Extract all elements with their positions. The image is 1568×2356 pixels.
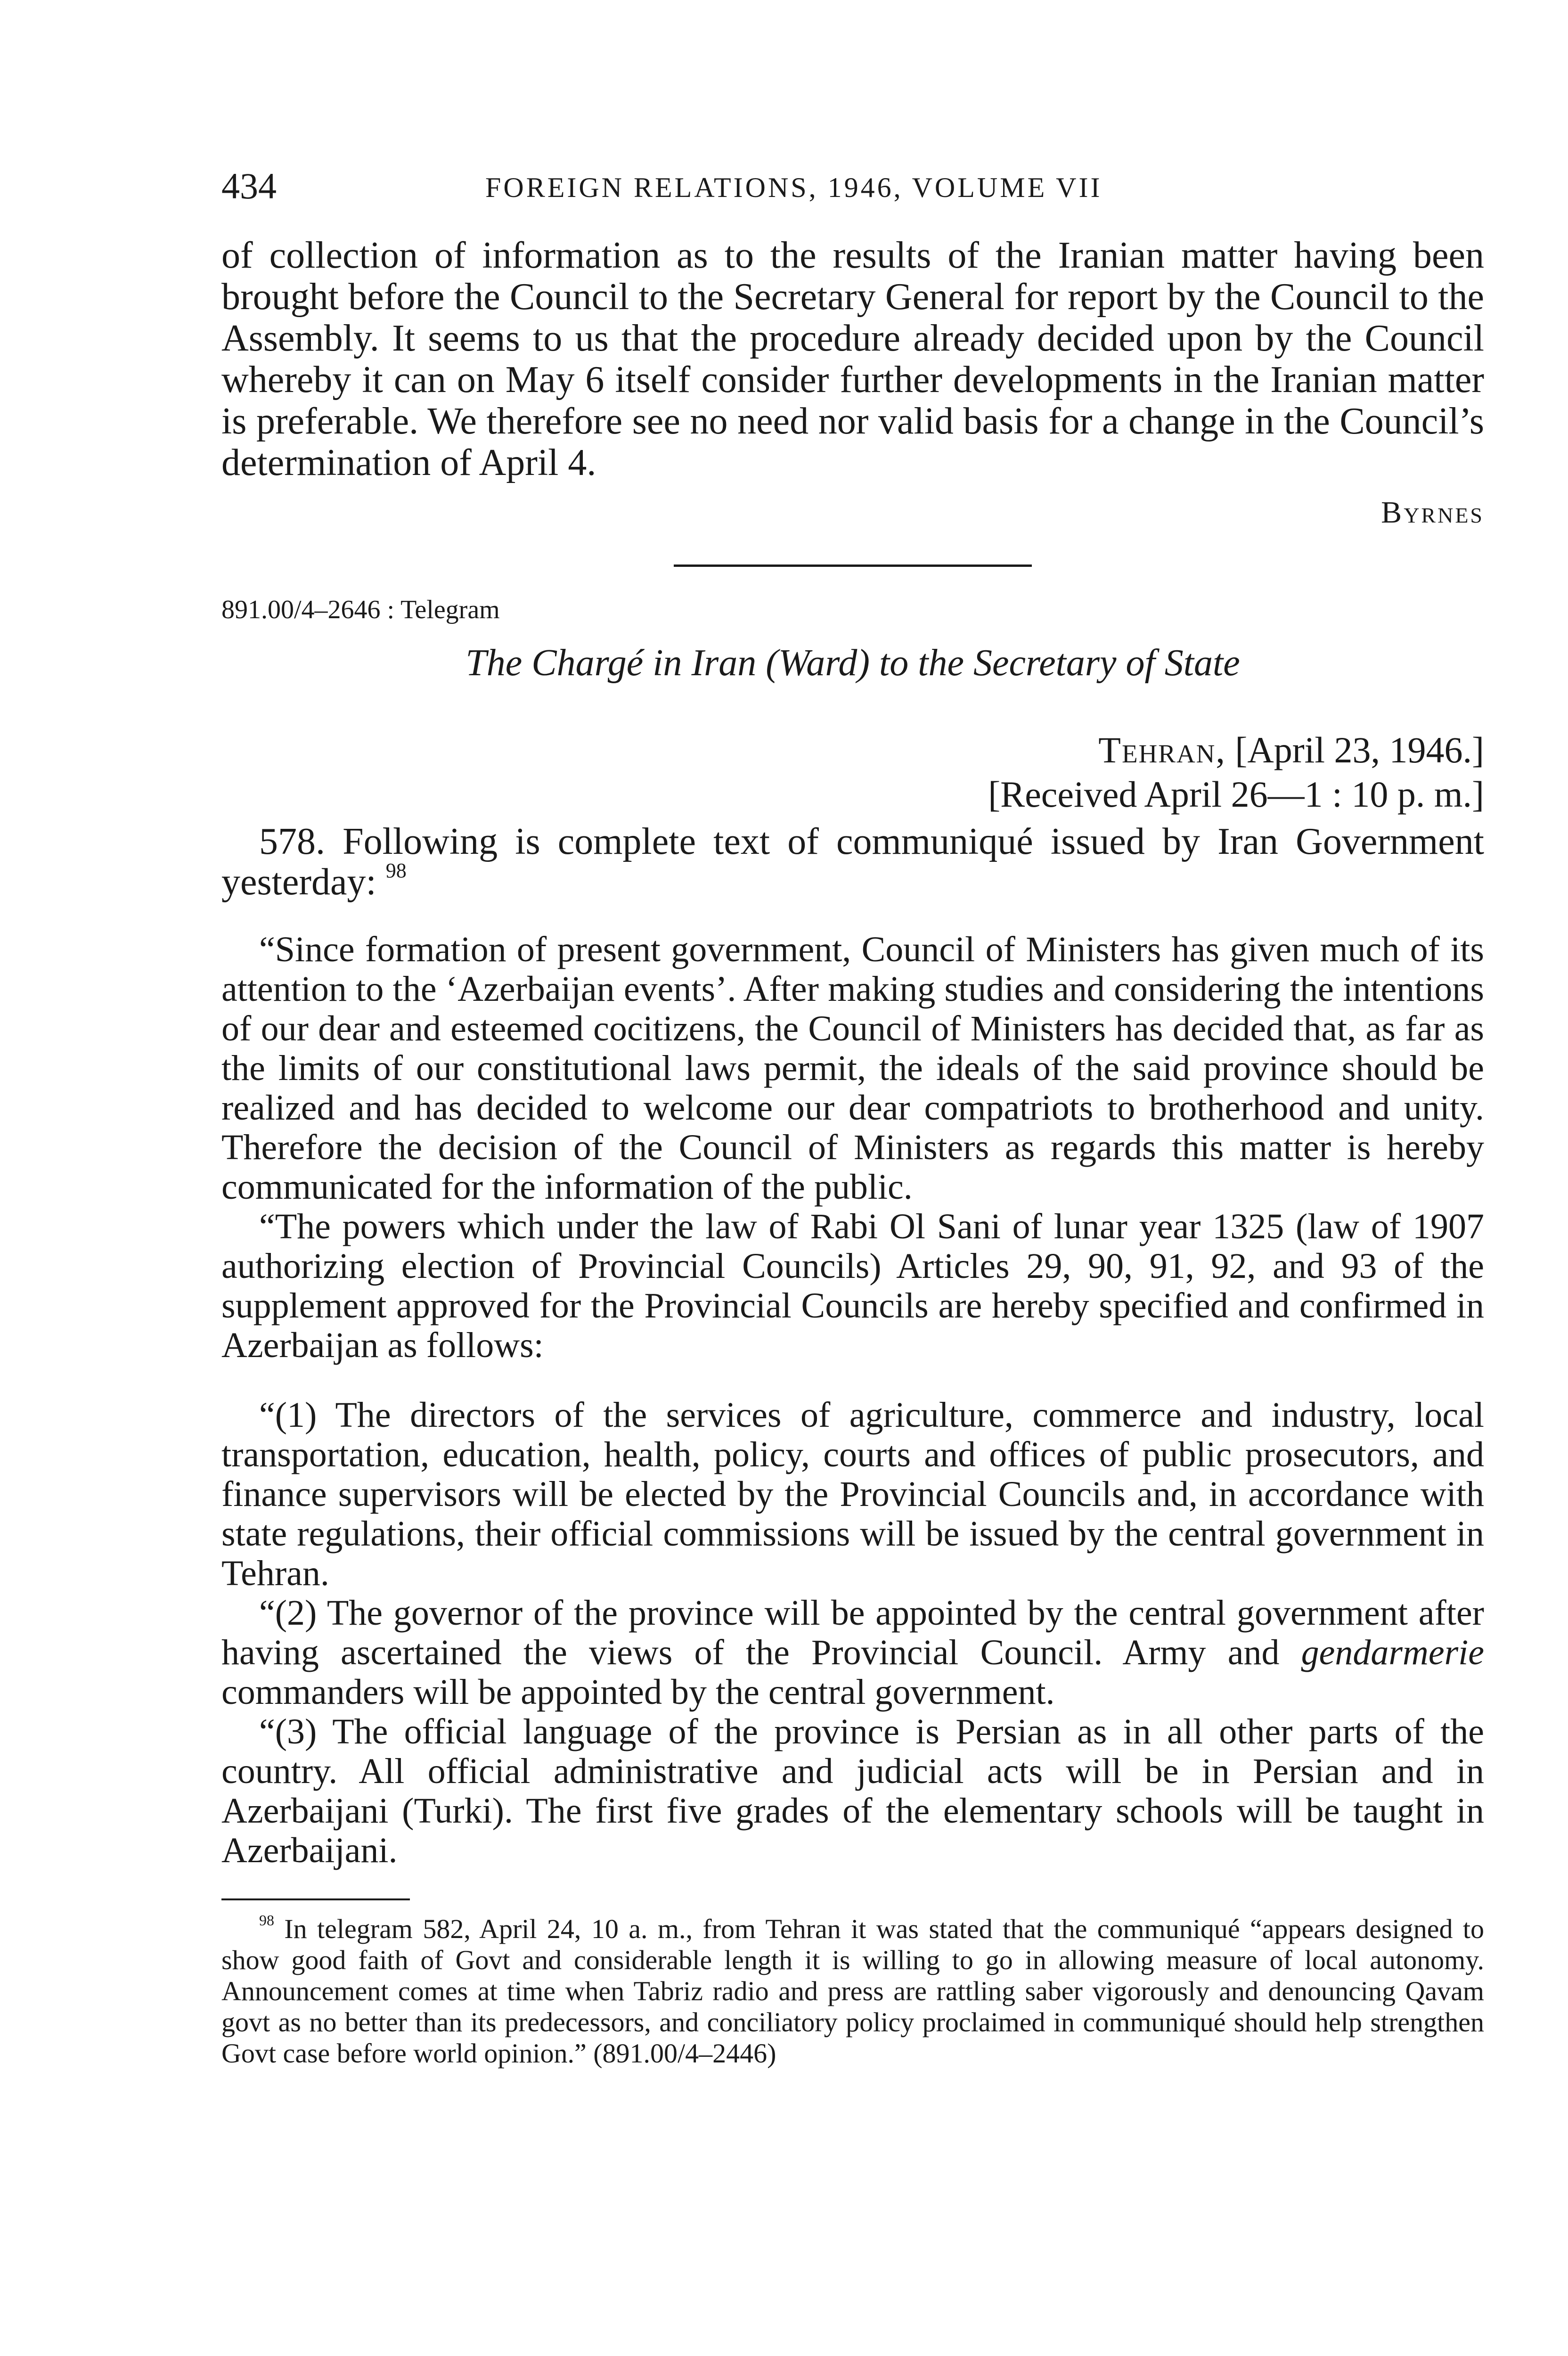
footnote-reference: 98 [385, 859, 407, 882]
opening-paragraph [221, 821, 1484, 902]
section-divider [674, 564, 1032, 567]
running-head-title: FOREIGN RELATIONS, 1946, VOLUME VII [485, 172, 1102, 203]
document-title: The Chargé in Iran (Ward) to the Secretary of State [466, 642, 1240, 684]
footnote [221, 1914, 1484, 2069]
numbered-item-2 [221, 1593, 1484, 1712]
signature: Byrnes [1381, 495, 1484, 530]
dateline-date: [April 23, 1946.] [1225, 729, 1484, 770]
item-2-text-end: commanders will be appointed by the central government. [221, 1672, 1055, 1712]
continued-paragraph: of collection of information as to the results of the Iranian matter having been brought before the Council to the Secretary General for report by the Council to the Assembly. It seems to us that the procedure already decided upon by the Council whereby it can on May 6 itself consider further developments in the Iranian matter is preferable. We therefore see no need nor valid basis for a change in the Council’s determination of April 4. [221, 235, 1484, 483]
file-reference: 891.00/4–2646 : Telegram [221, 595, 500, 624]
footnote-marker: 98 [259, 1912, 274, 1929]
page-number: 434 [221, 165, 277, 206]
opening-text: 578. Following is complete text of communiqué issued by Iran Government yesterday: [221, 821, 1484, 903]
item-2-italic-term: gendarmerie [1301, 1633, 1484, 1672]
dateline-place: Tehran, [1098, 729, 1226, 770]
document-page [221, 165, 1484, 2069]
numbered-item-1: “(1) The directors of the services of agriculture, commerce and industry, local transportation, education, health, policy, courts and offices of public prosecutors, and finance supervisors will be elected by the Provincial Councils and, in accordance with state regulations, their official commissions will be issued by the central government in Tehran. [221, 1395, 1484, 1593]
numbered-item-3: “(3) The official language of the province is Persian as in all other parts of the country. All official administrative and judicial acts will be in Persian and in Azerbaijani (Turki). The first five grades of the elementary schools will be taught in Azerbaijani. [221, 1712, 1484, 1870]
received-line: [Received April 26—1 : 10 p. m.] [988, 774, 1484, 815]
footnote-rule [221, 1898, 410, 1900]
footnote-text: In telegram 582, April 24, 10 a. m., from Tehran it was stated that the communiqué “appears designed to show good faith of Govt and considerable length it is willing to go in allowing measure of local autonomy. Announcement comes at time when Tabriz radio and press are rattling saber vigorously and denouncing Qavam govt as no better than its predecessors, and conciliatory policy proclaimed in communiqué should help strengthen Govt case before world opinion.” (891.00/4–2446) [221, 1914, 1484, 2069]
quoted-paragraph-2: “The powers which under the law of Rabi Ol Sani of lunar year 1325 (law of 1907 authorizing election of Provincial Councils) Articles 29, 90, 91, 92, and 93 of the supplement approved for the Provincial Councils are hereby specified and confirmed in Azerbaijan as follows: [221, 1207, 1484, 1365]
dateline [221, 728, 1484, 817]
item-2-text-start: “(2) The governor of the province will be appointed by the central government after having ascertained the views of the Provincial Council. Army and [221, 1593, 1484, 1672]
quoted-paragraph-1: “Since formation of present government, Council of Ministers has given much of its attention to the ‘Azerbaijan events’. After making studies and considering the intentions of our dear and esteemed cocitizens, the Council of Ministers has decided that, as far as the limits of our constitutional laws permit, the ideals of the said province should be realized and has decided to welcome our dear compatriots to brotherhood and unity. Therefore the decision of the Council of Ministers as regards this matter is hereby communicated for the information of the public. [221, 930, 1484, 1207]
running-head [221, 165, 1484, 207]
